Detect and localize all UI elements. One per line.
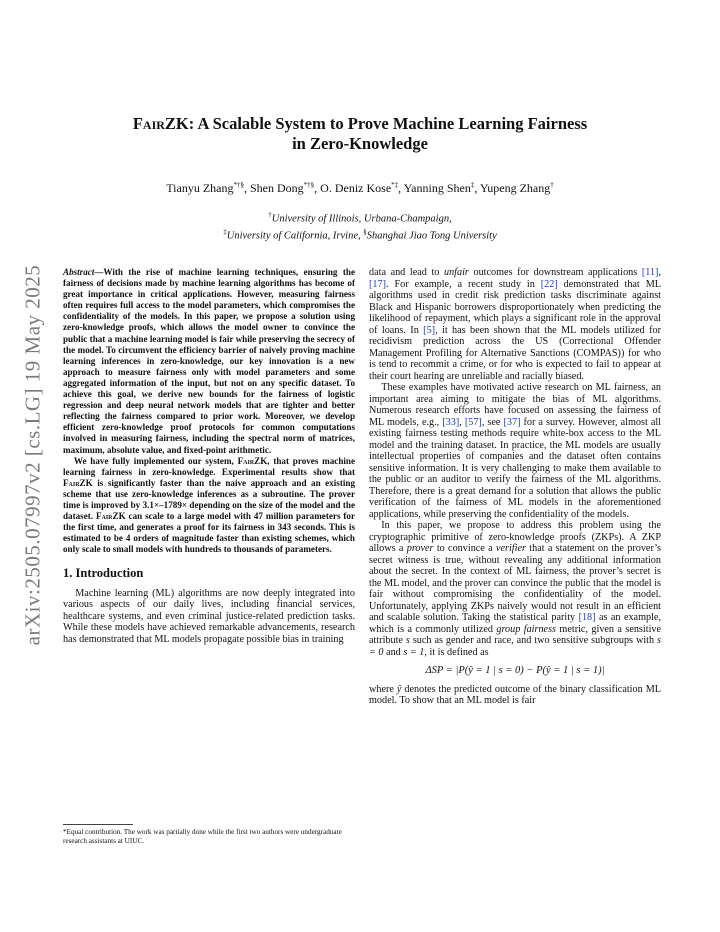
citation-link[interactable]: [57] [464,416,482,428]
author-name: Tianyu Zhang [166,181,234,195]
affil-mark: § [363,227,367,236]
author-marks: *†§ [233,181,244,189]
author-name: O. Deniz Kose [320,181,392,195]
author-list: Tianyu Zhang*†§, Shen Dong*†§, O. Deniz Kose*‡, Yanning Shen‡, Yupeng Zhang† [166,181,554,195]
affil-mark: † [268,211,272,219]
body-text: outcomes for downstream applications [468,267,642,278]
arxiv-stamp [22,245,44,665]
footnote: *Equal contribution. The work was partially done while the first two authors were undergraduate research assistants at UIUC. [63,824,355,845]
body-text: such as gender and race, and two sensitive subgroups with [409,635,658,646]
math-symbol: s [405,635,410,646]
affil-line: University of Illinois, Urbana-Champaign, [271,213,452,225]
body-text: denotes the predicted outcome of the binary classification ML model. To show that an ML model is fair [369,683,661,706]
body-text: , see [481,416,504,428]
author-marks: † [550,181,554,189]
body-paragraph [369,684,661,707]
author-marks: ‡ [470,181,475,189]
citation-link[interactable]: [37] [503,416,521,428]
system-name: FairZK [95,511,126,522]
author-marks: *†§ [303,181,315,189]
author-name: Yupeng Zhang [479,181,551,195]
affil-mark: ‡ [223,227,227,236]
author-name: Shen Dong [250,181,304,195]
intro-paragraph: Machine learning (ML) algorithms are now deeply integrated into various aspects of our daily lives, including financial services, healthcare systems, and even criminal justice-related prediction tasks. While these models have achieved remarkable advancements, research has demonstrated that ML models propagate possible bias in training [63,587,355,645]
citation-link[interactable]: [17] [369,278,386,290]
body-text: and [383,646,404,658]
abstract-paragraph [63,267,355,456]
body-text: to convince a [433,543,496,554]
abstract-label: Abstract [63,267,95,277]
affil-line: Shanghai Jiao Tong University [366,230,497,241]
abstract-text: is significantly faster than the naive approach and an existing scheme that use zero-knowledge inferences as a subroutine. The prover time is improved by 3.1×–1789× depending on the size of the model and the dataset. [63,477,355,522]
body-text: metric, given a sensitive attribute [369,623,662,646]
author-marks: *‡ [391,181,399,189]
equation-statistical-parity: ΔSP = |P(ŷ = 1 | s = 0) − P(ŷ = 1 | s = 1)| [425,665,605,676]
body-paragraph [369,520,661,658]
abstract-text: , that proves machine learning fairness in zero-knowledge. Experimental results show that [63,455,355,477]
body-text: . For example, a recent study in [385,278,541,290]
body-paragraph [369,267,661,382]
right-column [369,267,661,707]
system-name: FairZK [63,477,93,488]
section-heading-introduction: 1. Introduction [63,566,144,581]
body-text: where [369,683,397,695]
title-line2: in Zero-Knowledge [292,134,428,153]
math-symbol: ŷ [396,683,402,695]
body-text: These examples have motivated active research on ML fairness, an important area aiming to mitigate the bias of ML algorithms. Numerous research efforts have focused on assessing the fairness of ML models, e.g., [369,382,661,428]
body-emphasis: prover [406,543,434,554]
affil-line: University of California, Irvine, [226,230,364,241]
body-emphasis: verifier [495,543,526,554]
left-column [63,267,355,645]
citation-link[interactable]: [11] [641,267,659,278]
math-symbol: s = 1 [403,646,425,658]
citation-link[interactable]: [33] [442,416,460,428]
body-text: , it has been shown that the ML models utilized for recidivism prediction across the US (Correctional Offender Management Profiling for Alternative Sanctions (COMPAS)) for who is tend to recommit a crime, or for who is expected to fail to appear at their court hearing are unreliable and racially biased. [369,324,661,382]
abstract-text: can scale to a large model with 47 million parameters for the first time, and generates a proof for its fairness in 343 seconds. This is estimated to be 4 orders of magnitude faster than existing schemes, which only scale to small models with hundreds to thousands of parameters. [63,511,355,555]
arxiv-id: arXiv:2505.07997v2 [cs.LG] 19 May 2025 [20,264,45,646]
abstract-text: We have fully implemented our system, [73,455,238,466]
body-text: , [658,267,661,278]
paper-title [60,114,660,154]
body-text: , [459,416,465,428]
title-line1: : A Scalable System to Prove Machine Learning Fairness [188,114,588,133]
body-emphasis: unfair [443,267,469,278]
citation-link[interactable]: [5] [423,324,436,336]
body-paragraph [369,382,661,520]
body-text: data and lead to [369,267,444,278]
abstract-text: —With the rise of machine learning techniques, ensuring the fairness of decisions made by machine learning algorithms has become of great importance in critical applications. However, measuring fairness often requires full access to the model parameters, which compromises the confidentiality of the models. In this paper, we propose a solution using zero-knowledge proofs, which allows the model owner to convince the public that a machine learning model is fair while preserving the secrecy of the model. To circumvent the efficiency barrier of naively proving machine learning inferences in zero-knowledge, our key innovation is a new approach to measure fairness only with model parameters and some aggregated information of the input, but not on any specific dataset. To achieve this goal, we derive new bounds for the fairness of logistic regression and deep neural network models that are tighter and better reflecting the fairness compared to prior work. Moreover, we develop efficient zero-knowledge proof protocols for common computations involved in measuring fairness, including the spectral norm of matrices, maximum, absolute value, and fixed-point arithmetic. [63,267,355,455]
body-text: for a survey. However, almost all existing fairness testing methods require white-box access to the ML model and the training dataset. In practice, the ML models are usually intellectual properties of companies and the dataset often contains sensitive information. It is very challenging to make them available to the public or an auditor to verify the fairness of the ML algorithms. Therefore, there is a great demand for a solution that allows the public verification of the fairness of ML models in the aforementioned applications, while preserving the confidentiality of the models. [369,416,661,520]
body-text: as an example, which is a commonly utilized [369,612,661,635]
body-text: that a statement on the prover’s secret witness is true, without revealing any additional information about the secret. In the context of ML fairness, the prover’s secret is the ML model, and the prover can convince the public that the model is fair without compromising the confidentiality of the model. Unfortunately, applying ZKPs naively would not result in an efficient and scalable solution. Taking the statistical parity [369,543,662,623]
affiliations [60,209,660,242]
author-name: Yanning Shen [403,181,471,195]
math-symbol: s = 0 [369,635,661,658]
abstract-paragraph-2 [63,456,355,556]
system-name: FairZK [237,455,268,466]
title-brand: FairZK [132,114,189,133]
body-text: In this paper, we propose to address this problem using the cryptographic primitive of zero-knowledge proofs (ZKPs). A ZKP allows a [369,520,661,554]
body-text: , it is defined as [424,646,489,658]
citation-link[interactable]: [18] [578,612,596,623]
body-text: demonstrated that ML algorithms used in credit risk prediction tasks discriminate against Black and Hispanic borrowers disproportionately when predicting the likelihood of repayment, which plays a significant role in the approval of loans. In [369,278,661,336]
body-emphasis: group fairness [496,623,557,635]
citation-link[interactable]: [22] [540,278,558,290]
